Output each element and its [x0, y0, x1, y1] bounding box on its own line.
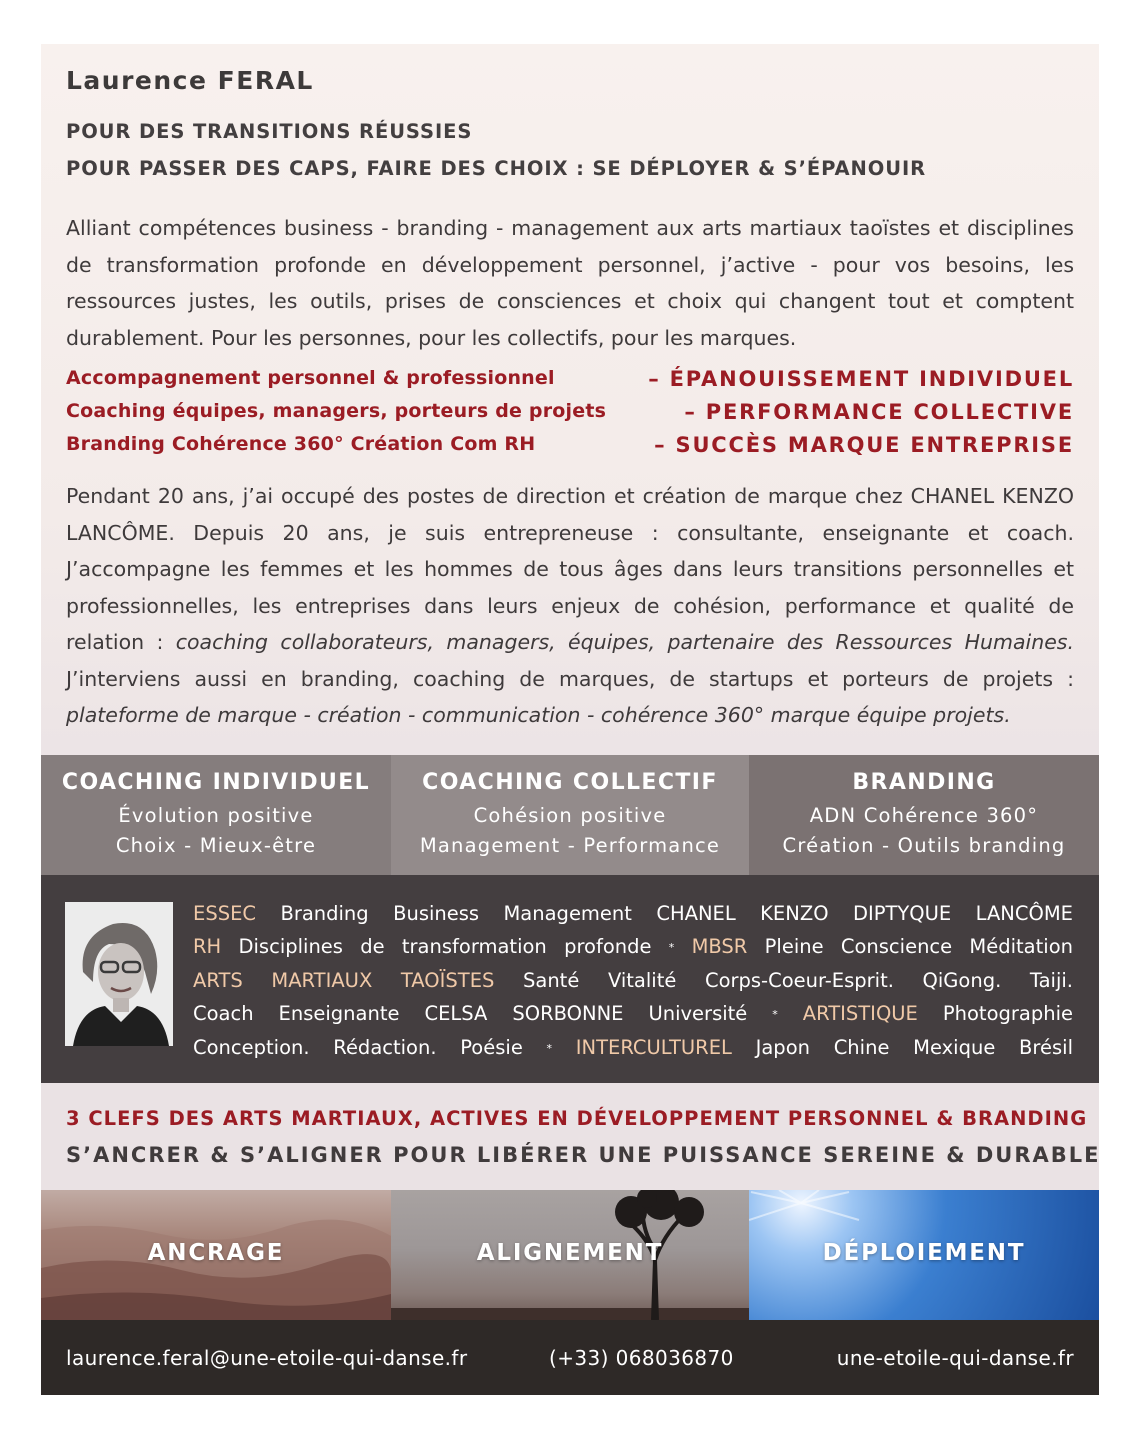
service-individual [41, 755, 391, 875]
bio-line [193, 897, 1073, 930]
pillar-tile-alignement [391, 1190, 749, 1320]
services-band [41, 755, 1099, 875]
pillar-label: ANCRAGE [147, 1240, 285, 1266]
service-line: ADN Cohérence 360° [809, 804, 1039, 827]
separator-star: * [668, 941, 675, 954]
bio-text [193, 897, 1073, 1065]
bio-text-part: Santé Vitalité Corps-Coeur-Esprit. QiGong. Taiji. [523, 969, 1073, 992]
headline-1: POUR DES TRANSITIONS RÉUSSIES [66, 120, 473, 143]
separator-star: * [772, 1008, 778, 1021]
service-line: Évolution positive [118, 804, 314, 827]
bio-text-part: Conception. Rédaction. Poésie [193, 1036, 523, 1059]
bio-text-part: Disciplines de transformation profonde [238, 935, 652, 958]
service-collective [391, 755, 749, 875]
career-italic-2: plateforme de marque - création - communication - cohérence 360° marque équipe projets. [66, 703, 1011, 727]
bio-line [193, 997, 1073, 1031]
offer-value: – PERFORMANCE COLLECTIVE [684, 400, 1074, 424]
keys-line-1: 3 CLEFS DES ARTS MARTIAUX, ACTIVES EN DÉVELOPPEMENT PERSONNEL & BRANDING [66, 1107, 1088, 1130]
career-italic-1: coaching collaborateurs, managers, équipes, partenaire des Ressources Humaines. [175, 630, 1075, 654]
pillar-tile-ancrage [41, 1190, 391, 1320]
service-line: Management - Performance [419, 834, 721, 857]
website-link[interactable]: une-etoile-qui-danse.fr [836, 1346, 1074, 1370]
pillar-label: ALIGNEMENT [476, 1240, 664, 1266]
offer-label: Coaching équipes, managers, porteurs de projets [66, 400, 607, 422]
offer-row [66, 367, 1074, 400]
bio-line [193, 930, 1073, 964]
bio-text-part: Coach Enseignante CELSA SORBONNE Université [193, 1002, 748, 1025]
bio-text-part: Photographie [942, 1002, 1073, 1025]
service-line: Choix - Mieux-être [115, 834, 317, 857]
career-paragraph [66, 478, 1074, 734]
offer-value: – SUCCÈS MARQUE ENTREPRISE [654, 433, 1074, 457]
service-title: COACHING INDIVIDUEL [61, 770, 371, 795]
offer-row [66, 400, 1074, 433]
service-branding [749, 755, 1099, 875]
service-title: COACHING COLLECTIF [422, 770, 718, 795]
offer-label: Accompagnement personnel & professionnel [66, 367, 555, 389]
separator-star: * [546, 1042, 553, 1055]
pillars-band [41, 1190, 1099, 1320]
pillar-label: DÉPLOIEMENT [822, 1240, 1026, 1266]
service-line: Cohésion positive [473, 804, 667, 827]
career-text-2: J’interviens aussi en branding, coaching de marques, de startups et porteurs de projets : [66, 666, 1074, 691]
email-link[interactable]: laurence.feral@une-etoile-qui-danse.fr [66, 1346, 468, 1370]
author-name: Laurence FERAL [66, 66, 314, 95]
flyer-card [41, 44, 1099, 1395]
bio-line [193, 1031, 1073, 1065]
bio-accent: ARTS MARTIAUX TAOÏSTES [193, 969, 495, 992]
contact-footer [41, 1320, 1099, 1395]
bio-text-part: Branding Business Management CHANEL KENZO DIPTYQUE LANCÔME [280, 902, 1073, 925]
offer-value: – ÉPANOUISSEMENT INDIVIDUEL [648, 367, 1074, 391]
bio-accent: ARTISTIQUE [802, 1002, 918, 1025]
service-line: Création - Outils branding [782, 834, 1066, 857]
intro-paragraph: Alliant compétences business - branding - management aux arts martiaux taoïstes et disciplines de transformation profonde en développement personnel, j’active - pour vos besoins, les ressources justes, les outils, prises de consciences et choix qui changent tout et comptent durablement. Pour les personnes, pour les collectifs, pour les marques. [66, 216, 1074, 350]
service-title: BRANDING [852, 770, 996, 795]
phone-number[interactable]: (+33) 068036870 [549, 1346, 734, 1370]
career-text: Pendant 20 ans, j’ai occupé des postes de direction et création de marque chez CHANEL KENZO LANCÔME. Depuis 20 ans, je suis entrepreneuse : consultante, enseignante et coach. J’accompagne les femmes et les hommes de tous âges dans leurs transitions personnelles et professionnelles, les entreprises dans leurs enjeux de cohésion, performance et qualité de relation : [66, 484, 1074, 654]
portrait-photo [65, 902, 173, 1046]
bio-text-part: Pleine Conscience Méditation [764, 935, 1073, 958]
bio-accent: INTERCULTUREL [575, 1036, 732, 1059]
bio-text-part: Japon Chine Mexique Brésil [755, 1036, 1073, 1059]
offer-label: Branding Cohérence 360° Création Com RH [66, 433, 536, 455]
bio-accent: RH [193, 935, 222, 958]
headline-2: POUR PASSER DES CAPS, FAIRE DES CHOIX : SE DÉPLOYER & S’ÉPANOUIR [66, 157, 927, 180]
bio-accent: ESSEC [193, 902, 257, 925]
bio-band [41, 875, 1099, 1083]
pillar-tile-deploiement [749, 1190, 1099, 1320]
offer-row [66, 433, 1074, 466]
keys-line-2: S’ANCRER & S’ALIGNER POUR LIBÉRER UNE PUISSANCE SEREINE & DURABLE [66, 1143, 1101, 1167]
bio-line [193, 964, 1073, 997]
bio-accent: MBSR [691, 935, 748, 958]
